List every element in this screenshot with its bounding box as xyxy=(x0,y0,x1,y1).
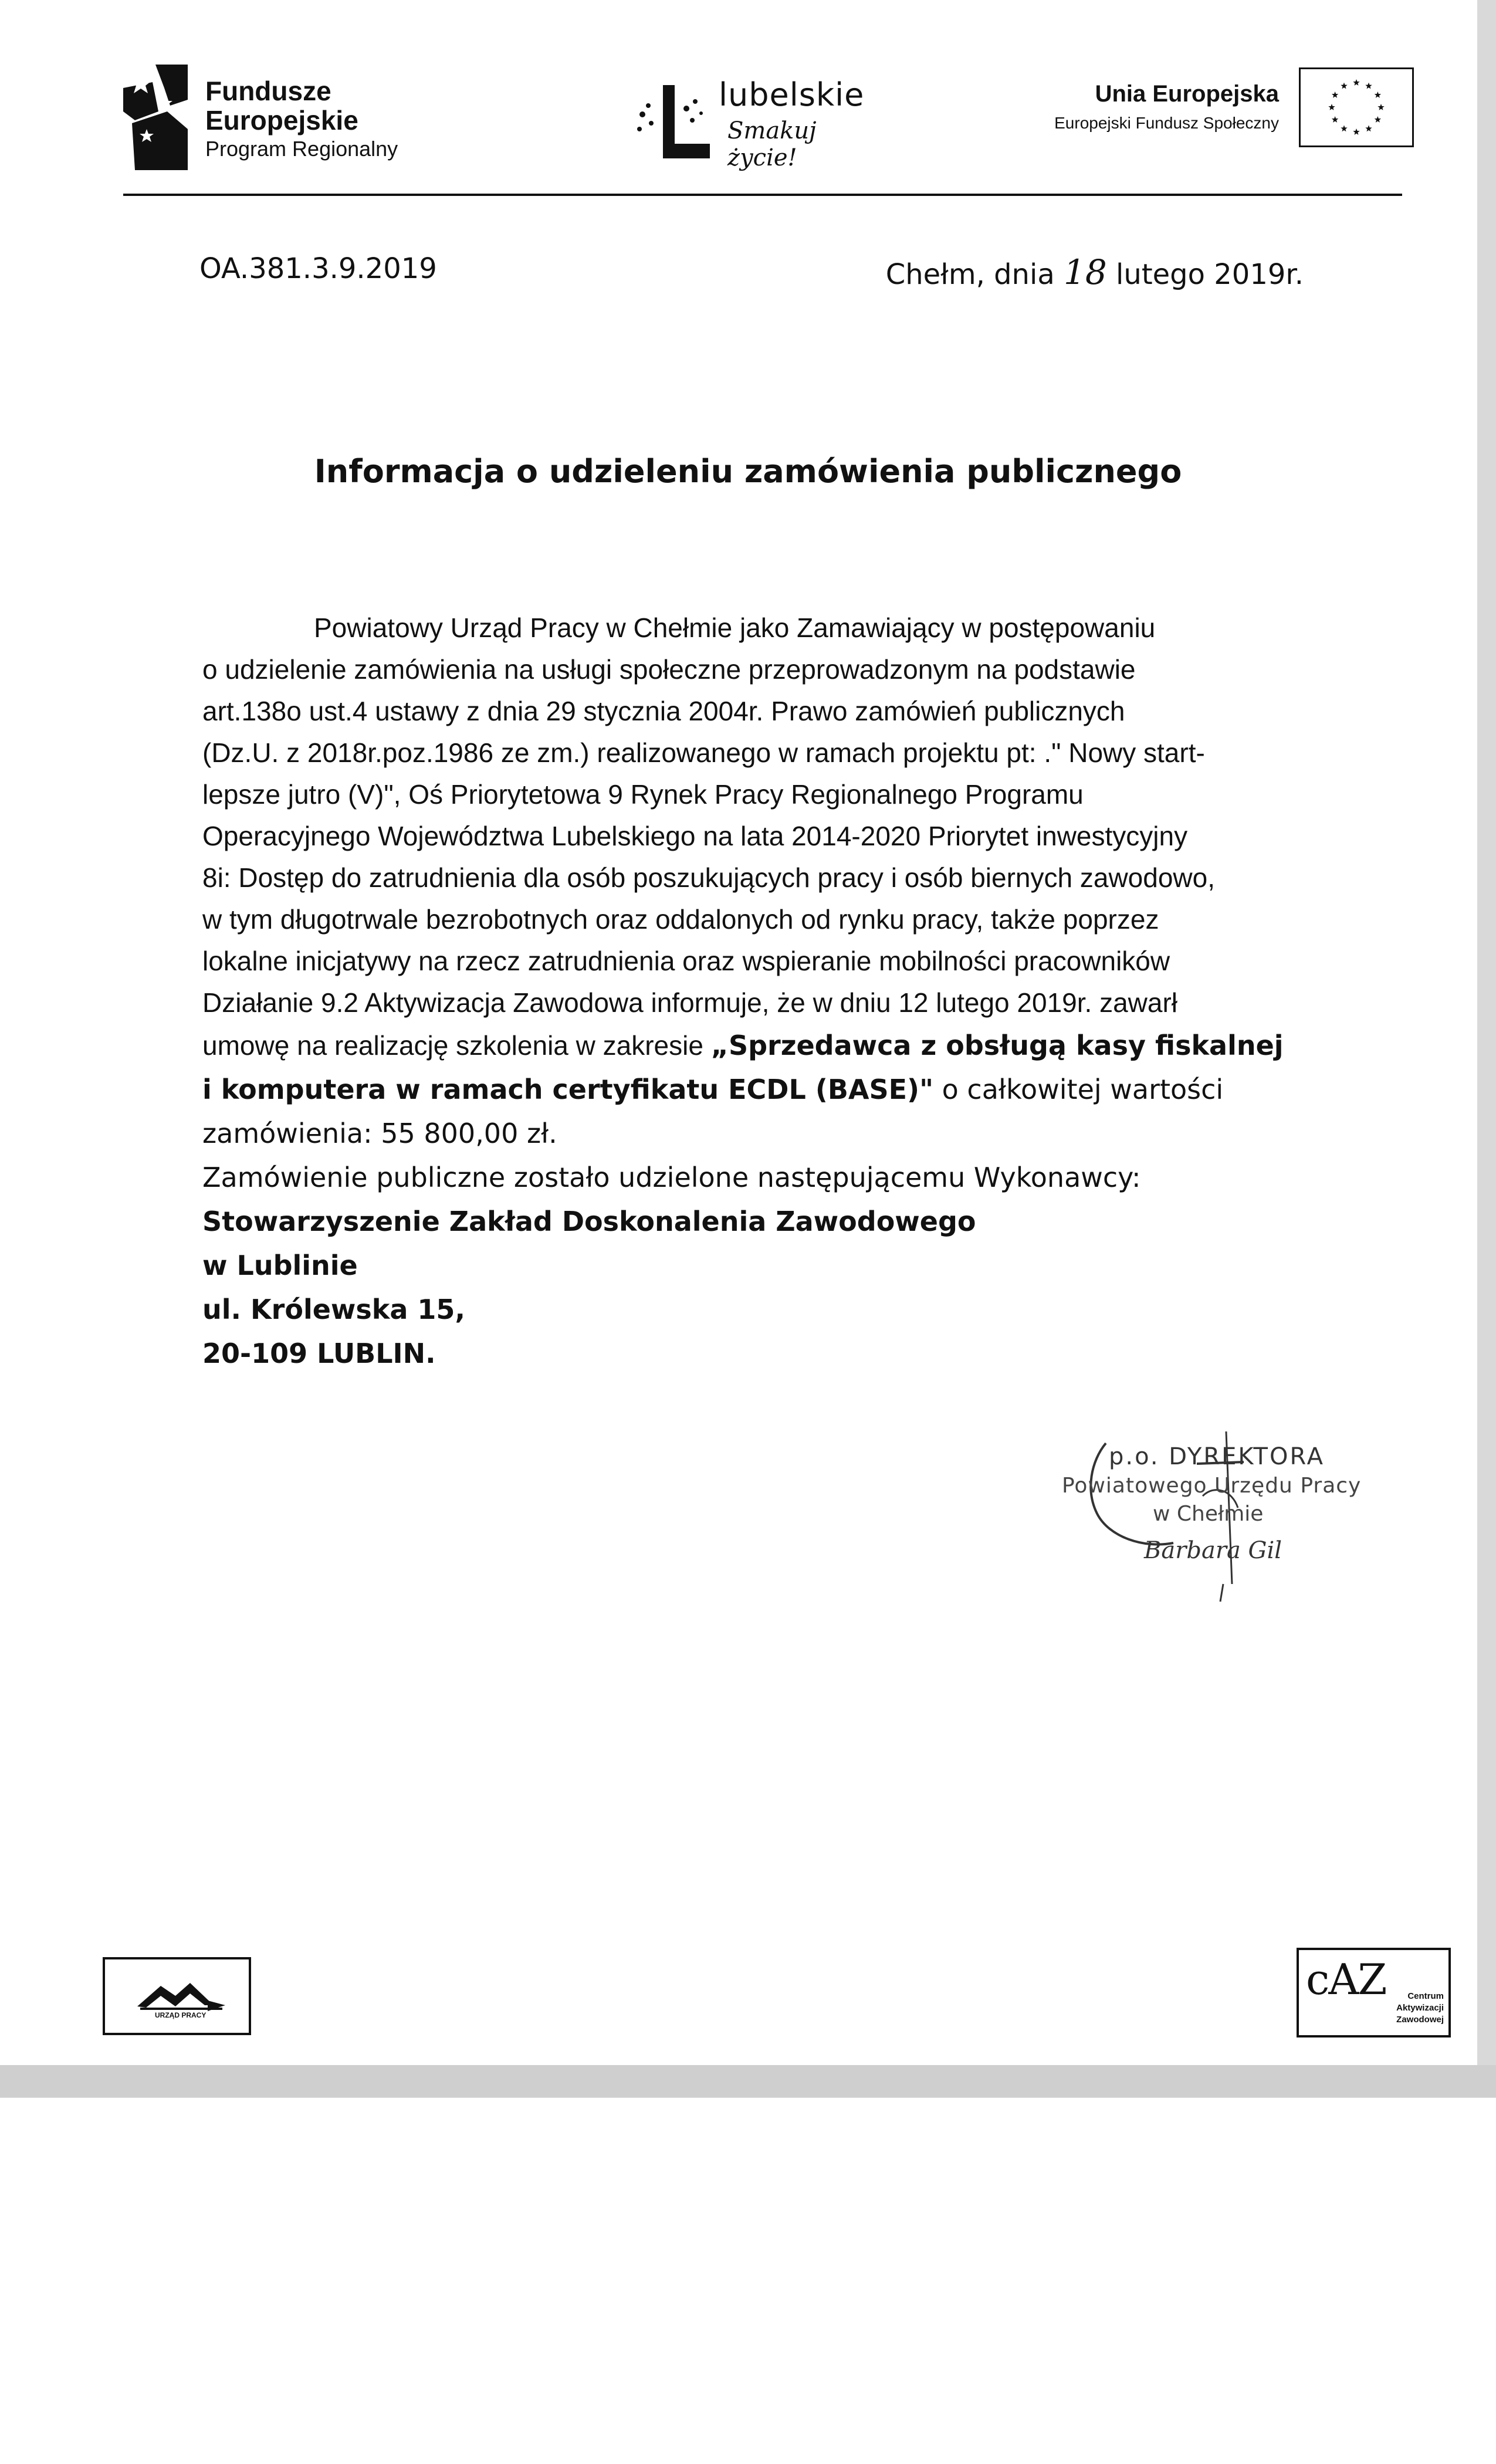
scan-bottom-band xyxy=(0,2065,1496,2097)
contractor-name-1: Stowarzyszenie Zakład Doskonalenia Zawodowego xyxy=(202,1206,976,1237)
body-line: (Dz.U. z 2018r.poz.1986 ze zm.) realizowanego w ramach projektu pt: ." Nowy start- xyxy=(202,737,1205,768)
fe-line-2: Europejskie xyxy=(205,105,358,136)
urzad-pracy-mark-icon xyxy=(105,1959,249,2033)
eu-star-icon xyxy=(1365,125,1372,131)
document-date xyxy=(886,252,1304,292)
training-name-part-1: „Sprzedawca z obsługą kasy fiskalnej xyxy=(710,1030,1284,1061)
caz-sub-2: Aktywizacji xyxy=(1396,2003,1444,2013)
body-line xyxy=(202,1024,1311,1068)
body-line-11-start: umowę na realizację szkolenia w zakresie xyxy=(202,1030,711,1061)
body-line: Działanie 9.2 Aktywizacja Zawodowa informuje, że w dniu 12 lutego 2019r. zawarł xyxy=(202,987,1177,1018)
eu-star-icon xyxy=(1328,104,1335,110)
caz-main: cAZ xyxy=(1306,1955,1386,2004)
training-name-part-2: i komputera w ramach certyfikatu ECDL (BASE)" xyxy=(202,1074,934,1105)
body-line: Powiatowy Urząd Pracy w Chełmie jako Zamawiający w postępowaniu xyxy=(314,612,1156,643)
caz-sub-1: Centrum xyxy=(1407,1991,1444,2001)
stamp-line-2: Powiatowego Urzędu Pracy xyxy=(1062,1474,1362,1498)
header-divider xyxy=(123,194,1402,196)
eu-star-icon xyxy=(1365,83,1372,89)
fundusze-europejskie-logo xyxy=(123,65,405,170)
urzad-pracy-logo xyxy=(103,1957,251,2035)
body-line: lepsze jutro (V)", Oś Priorytetowa 9 Rynek Pracy Regionalnego Programu xyxy=(202,779,1084,810)
lubelskie-logo xyxy=(631,67,877,171)
contractor-street: ul. Królewska 15, xyxy=(202,1294,465,1325)
caz-logo xyxy=(1297,1948,1451,2037)
body-line: Operacyjnego Województwa Lubelskiego na lata 2014-2020 Priorytet inwestycyjny xyxy=(202,821,1188,851)
contractor-city: 20-109 LUBLIN. xyxy=(202,1338,436,1369)
eu-star-icon xyxy=(1353,79,1359,86)
body-line: art.138o ust.4 ustawy z dnia 29 stycznia 2004r. Prawo zamówień publicznych xyxy=(202,696,1125,726)
contractor-name-2: w Lublinie xyxy=(202,1250,358,1281)
eu-subtitle: Europejski Fundusz Społeczny xyxy=(1054,114,1279,132)
eu-star-icon xyxy=(1375,116,1381,123)
stamp-signature: Barbara Gil xyxy=(1144,1537,1282,1564)
eu-logo xyxy=(1021,65,1414,153)
eu-star-icon xyxy=(1377,104,1384,110)
stamp-line-1: p.o. DYREKTORA xyxy=(1109,1443,1325,1470)
eu-star-icon xyxy=(1332,92,1338,98)
eu-star-icon xyxy=(1332,116,1338,123)
body-line xyxy=(202,1068,1311,1112)
stamp-line-3: w Chełmie xyxy=(1153,1502,1264,1526)
document-title: Informacja o udzieleniu zamówienia publicznego xyxy=(314,453,1182,490)
fe-mark-icon xyxy=(123,65,188,170)
fe-line-3: Program Regionalny xyxy=(205,137,398,161)
eu-title: Unia Europejska xyxy=(1095,81,1279,107)
urzad-pracy-text: URZĄD PRACY xyxy=(155,2011,207,2019)
document-body xyxy=(202,607,1311,1376)
lubelskie-tagline: Smakuj życie! xyxy=(727,117,817,171)
body-line: w tym długotrwale bezrobotnych oraz oddalonych od rynku pracy, także poprzez xyxy=(202,904,1159,935)
reference-number: OA.381.3.9.2019 xyxy=(199,252,437,285)
lubelskie-mark-icon xyxy=(631,79,719,167)
body-line: lokalne inicjatywy na rzecz zatrudnienia oraz wspieranie mobilności pracowników xyxy=(202,946,1170,976)
caz-sub-3: Zawodowej xyxy=(1396,2015,1444,2025)
eu-star-icon xyxy=(1375,92,1381,98)
fe-line-1: Fundusze xyxy=(205,76,331,106)
awarded-line: Zamówienie publiczne zostało udzielone następującemu Wykonawcy: xyxy=(202,1162,1141,1193)
eu-star-icon xyxy=(1353,128,1359,135)
lubelskie-word: lubelskie xyxy=(719,76,865,113)
date-prefix: Chełm, dnia xyxy=(885,258,1064,291)
director-stamp xyxy=(1056,1408,1385,1619)
eu-star-icon xyxy=(1341,125,1347,131)
date-suffix: lutego 2019r. xyxy=(1106,258,1304,291)
body-line-12-end: o całkowitej wartości xyxy=(933,1074,1224,1105)
body-line: 8i: Dostęp do zatrudnienia dla osób poszukujących pracy i osób biernych zawodowo, xyxy=(202,862,1216,893)
order-value: zamówienia: 55 800,00 zł. xyxy=(202,1118,557,1149)
eu-star-icon xyxy=(1341,83,1347,89)
scan-edge xyxy=(1477,0,1496,2097)
date-day-handwritten: 18 xyxy=(1063,252,1107,292)
body-line: o udzielenie zamówienia na usługi społeczne przeprowadzonym na podstawie xyxy=(202,654,1136,685)
eu-flag-icon xyxy=(1299,67,1414,147)
